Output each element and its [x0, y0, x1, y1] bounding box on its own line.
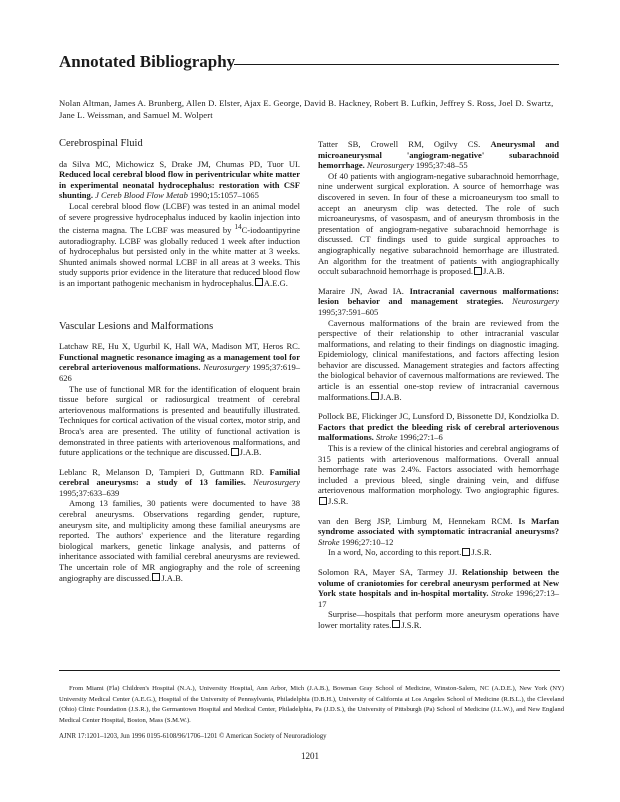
abstract-text: Among 13 families, 30 patients were documented to have 38 cerebral aneurysms. Observations regarding gender, rupture, aneurysm site, and multiplicity among these familial aneurysms are reported. The authors' experience and the literature regarding biological markers, genetic linkage analysis, and patterns of inheritance associated with familial cerebral aneurysms are reviewed. The uncertain role of MR angiography and the role of screening angiography are discussed.: [59, 498, 300, 583]
bib-entry: [318, 411, 559, 506]
entry-ref: 1996;27:13–17: [318, 588, 560, 609]
abstract-text: Cavernous malformations of the brain are reviewed from the perspective of their relationship to other intracranial vascular malformations, and relating to their findings on diagnostic imaging. Epidemiology, clinical manifestations, and factors affecting lesion behavior are discussed. Management strategies and factors affecting the biological behavior of cavernous malformations are reviewed. The article is an essential one-stop review of intracranial cavernous malformations.: [318, 317, 559, 402]
entry-journal: Neurosurgery: [203, 362, 250, 373]
entry-authors: Maraire JN, Awad IA.: [318, 285, 404, 296]
entry-journal: Neurosurgery: [366, 160, 414, 171]
end-mark-icon: [462, 548, 470, 556]
abstract-text: The use of functional MR for the identification of eloquent brain tissue before surgical or radiosurgical treatment of cerebral arteriovenous malformations is presented and beautifully illustrated. Techniques for cortical activation of the visual cortex, motor strip, and Broca's area are presented. The utility of functional activation is demonstrated in three patients with arteriovenous malformations, and future applications or the technique are discussed.: [59, 383, 301, 458]
entry-ref: 1996;27:1–6: [399, 432, 443, 443]
entry-title: Relationship between the volume of craniotomies for cerebral aneurysm performed at New York state hospitals and in-hospital mortality.: [318, 566, 559, 599]
abstract-text: Of 40 patients with angiogram-negative subarachnoid hemorrhage, nine underwent surgical exploration. A source of hemorrhage was discovered in seven. In four of these a microaneurysm too small to accept an aneurysm clip was detected. The role of such microaneurysms, of vasospasm, and of aneurysm thrombosis in the presentation of angiogram-negative subarachnoid hemorrhage is discussed. CT findings used to guide surgical approaches to angiographically negative subarachnoid hemorrhage are illustrated. An algorithm for the treatment of patients with angiographically occult subarachnoid hemorrhage is proposed.: [318, 170, 559, 277]
citation: [59, 467, 300, 499]
entry-authors: Tatter SB, Crowell RM, Ogilvy CS.: [318, 139, 481, 149]
isotope-superscript: 14: [234, 223, 242, 232]
citation: [59, 159, 300, 201]
footnote: [59, 684, 564, 726]
entry-journal: Neurosurgery: [253, 477, 300, 488]
reviewer-initials: A.E.G.: [263, 277, 288, 288]
abstract-text: C-iodoantipyrine autoradiography. LCBF was globally reduced 1 week after induction of hydrocephalus but persisted only in the white matter at 3 weeks. Shunted animals showed normal LCBF in all areas at 3 weeks. This study supports prior evidence in the literature that reduced blood flow is an important pathogenic mechanism in hydrocephalus.: [59, 225, 300, 288]
entry-title: Functional magnetic resonance imaging as a management tool for cerebral arteriovenous malformations.: [59, 351, 300, 373]
end-mark-icon: [371, 392, 379, 400]
entry-ref: 1995;37:619–626: [59, 362, 301, 383]
bib-entry: [318, 286, 559, 403]
entry-journal: J Cereb Blood Flow Metab: [95, 190, 188, 201]
entry-authors: Pollock BE, Flickinger JC, Lunsford D, Bissonette DJ, Kondziolka D.: [318, 411, 559, 422]
entry-authors: Latchaw RE, Hu X, Ugurbil K, Hall WA, Madison MT, Heros RC.: [59, 341, 300, 352]
entry-authors: van den Berg JSP, Limburg M, Hennekam RCM.: [318, 515, 513, 526]
entry-ref: 1995;37:48–55: [415, 160, 468, 171]
author-list: Nolan Altman, James A. Brunberg, Allen D. Elster, Ajax E. George, David B. Hackney, Robert B. Lufkin, Jeffrey S. Ross, Joel D. Swartz, Jane L. Weissman, and Samuel M. Wolpert: [59, 98, 554, 120]
reviewer-initials: J.S.R.: [328, 496, 349, 506]
entry-ref: 1995;37:633–639: [59, 487, 120, 498]
abstract: [59, 201, 300, 289]
reviewer-initials: J.A.B.: [161, 572, 183, 583]
left-column: [59, 139, 300, 592]
citation: [318, 286, 559, 318]
entry-title: Familial cerebral aneurysms: a study of 13 families.: [59, 466, 300, 488]
abstract: [318, 318, 559, 403]
citation: [59, 341, 300, 383]
bib-entry: [318, 516, 559, 558]
end-mark-icon: [474, 267, 482, 275]
right-column: [318, 139, 559, 640]
entry-journal: Stroke: [318, 536, 340, 547]
abstract-text: In a word, No, according to this report.: [328, 547, 462, 558]
entry-authors: Solomon RA, Mayer SA, Tarmey JJ.: [318, 566, 458, 577]
abstract: [59, 498, 300, 583]
page-number: 1201: [301, 751, 319, 761]
end-mark-icon: [231, 448, 239, 456]
abstract-text: Surprise—hospitals that perform more aneurysm operations have lower mortality rates.: [318, 609, 559, 630]
end-mark-icon: [152, 573, 160, 581]
abstract-text: Local cerebral blood flow (LCBF) was tested in an animal model of severe progressive hydrocephalus induced by kaolin injection into the cisterna magna. The LCBF was measured by: [59, 200, 300, 235]
section-heading-csf: Cerebrospinal Fluid: [59, 138, 143, 149]
bib-entry: [318, 139, 559, 277]
bib-entry: [59, 341, 300, 458]
entry-title: Is Marfan syndrome associated with symptomatic intracranial aneurysms?: [318, 515, 559, 537]
entry-journal: Stroke: [491, 588, 513, 599]
title-rule: [234, 64, 559, 65]
entry-title: Reduced local cerebral blood flow in periventricular white matter in experimental neonatal hydrocephalus: restoration with CSF shunting.: [59, 169, 300, 201]
abstract: [318, 171, 559, 277]
entry-authors: Leblanc R, Melanson D, Tampieri D, Guttmann RD.: [59, 466, 264, 477]
reviewer-initials: J.S.R.: [471, 547, 492, 558]
footnote-rule: [59, 670, 560, 671]
entry-title: Factors that predict the bleeding risk of cerebral arteriovenous malformations.: [318, 421, 559, 443]
page-title: Annotated Bibliography: [59, 52, 236, 71]
citation: [318, 139, 559, 171]
bib-entry: [59, 467, 300, 584]
citation: [318, 411, 559, 443]
entry-journal: Neurosurgery: [512, 296, 560, 307]
abstract: [59, 384, 300, 458]
end-mark-icon: [392, 620, 400, 628]
reviewer-initials: J.S.R.: [401, 619, 422, 630]
citation: [318, 567, 559, 609]
journal-line: AJNR 17:1201–1203, Jun 1996 0195-6108/96/1706–1201 © American Society of Neuroradiology: [59, 733, 327, 740]
bib-entry: [318, 567, 559, 631]
entry-ref: 1996;27:10–12: [341, 536, 394, 547]
reviewer-initials: J.A.B.: [482, 266, 505, 277]
abstract: [318, 547, 559, 558]
abstract: [318, 609, 559, 630]
entry-journal: Stroke: [375, 432, 398, 443]
end-mark-icon: [255, 278, 263, 286]
abstract-text: This is a review of the clinical histories and cerebral angiograms of 315 patients with arteriovenous malformations. Overall annual hemorrhage rate was 2.4%. Factors associated with hemorrhage included a previous bleed, single draining vein, and diffuse arteriovenous malformation morphology. Two angiographic figures.: [318, 443, 559, 496]
entry-authors: da Silva MC, Michowicz S, Drake JM, Chumas PD, Tuor UI.: [59, 158, 300, 169]
entry-ref: 1995;37:591–605: [318, 306, 379, 317]
bib-entry: [59, 159, 300, 289]
entry-ref: 1990;15:1057–1065: [190, 190, 259, 201]
reviewer-initials: J.A.B.: [379, 391, 402, 402]
abstract: [318, 443, 559, 507]
section-heading-vascular: Vascular Lesions and Malformations: [59, 320, 214, 332]
reviewer-initials: J.A.B.: [239, 447, 262, 458]
entry-title: Aneurysmal and microaneurysmal 'angiogram-negative' subarachnoid hemorrhage.: [318, 139, 559, 171]
end-mark-icon: [319, 497, 327, 505]
affiliations: From Miami (Fla) Children's Hospital (N.A.), University Hospital, Ann Arbor, Mich (J.A.B.), Bowman Gray School of Medicine, Winston-Salem, NC (A.D.E.), New York (NY) University Medical Center (A.E.G.), Hospital of the University of Pennsylvania, Philadelphia (D.B.H.), University of California at Los Angeles School of Medicine (R.B.L.), the Cleveland (Ohio) Clinic Foundation (J.S.R.), the Germantown Hospital and Medical Center, Philadelphia, Pa (J.D.S.), the University of Pittsburgh (Pa) School of Medicine (J.L.W.), and New England Medical Center Hospital, Boston, Mass (S.M.W.).: [59, 685, 564, 724]
entry-title: Intracranial cavernous malformations: lesion behavior and management strategies.: [318, 285, 559, 307]
citation: [318, 516, 559, 548]
